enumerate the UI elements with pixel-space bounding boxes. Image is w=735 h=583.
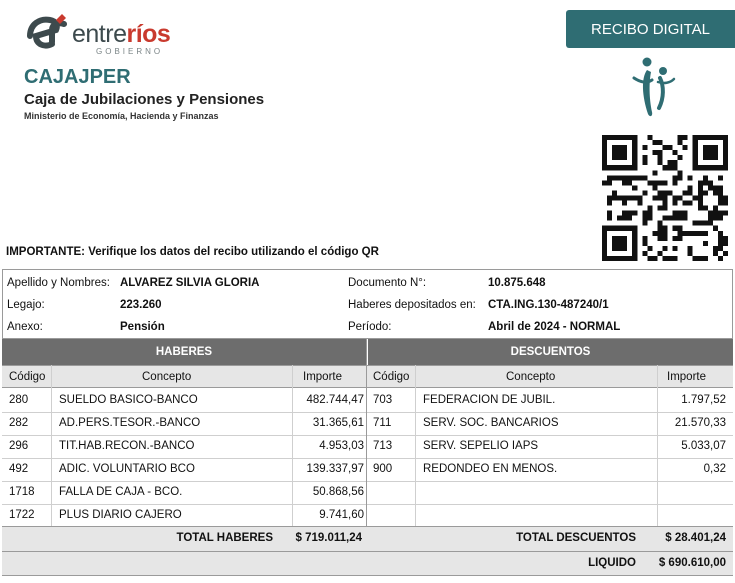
descuentos-importe: 21.570,33 (674, 417, 726, 429)
entrerios-logo (22, 12, 192, 58)
descuentos-header: DESCUENTOS (368, 339, 733, 365)
haberes-importe: 139.337,97 (306, 463, 364, 475)
descuentos-codigo: 703 (373, 394, 393, 406)
qr-code-icon[interactable] (602, 135, 728, 261)
documento-value: 10.875.648 (488, 277, 546, 289)
haberes-codigo: 296 (9, 440, 29, 452)
haberes-codigo: 1718 (9, 486, 35, 498)
org-short-name: CAJAJPER (24, 66, 131, 88)
haberes-depositados-value: CTA.ING.130-487240/1 (488, 299, 609, 311)
logo-wordmark: entreríos (72, 20, 171, 48)
haberes-importe: 50.868,56 (312, 486, 364, 498)
ministry-name: Ministerio de Economía, Hacienda y Finanzas (24, 111, 219, 121)
qr-verification-notice: IMPORTANTE: Verifique los datos del recibo utilizando el código QR (6, 246, 379, 258)
haberes-importe: 31.365,61 (312, 417, 364, 429)
descuentos-codigo: 900 (373, 463, 393, 475)
haberes-codigo: 280 (9, 394, 29, 406)
haberes-header: HABERES (2, 339, 366, 365)
liquido-value: $ 690.610,00 (658, 557, 726, 569)
descuentos-concepto: SERV. SOC. BANCARIOS (423, 417, 559, 429)
anexo-label: Anexo: (7, 321, 43, 333)
descuentos-codigo: 713 (373, 440, 393, 452)
liquido-label: LIQUIDO (588, 557, 636, 569)
totals-row (2, 526, 733, 551)
column-divider (657, 365, 658, 526)
total-haberes-label: TOTAL HABERES (176, 532, 273, 544)
haberes-concepto: PLUS DIARIO CAJERO (59, 509, 182, 521)
descuentos-importe: 5.033,07 (681, 440, 726, 452)
apellido-value: ALVAREZ SILVIA GLORIA (120, 277, 260, 289)
haberes-col-codigo: Código (9, 371, 46, 383)
column-divider (415, 365, 416, 526)
haberes-importe: 4.953,03 (319, 440, 364, 452)
haberes-concepto: FALLA DE CAJA - BCO. (59, 486, 183, 498)
anexo-value: Pensión (120, 321, 165, 333)
descuentos-importe: 1.797,52 (681, 394, 726, 406)
periodo-label: Período: (348, 321, 392, 333)
er-logo-icon (22, 12, 72, 58)
column-divider (51, 365, 52, 526)
haberes-col-importe: Importe (303, 371, 342, 383)
descuentos-concepto: FEDERACION DE JUBIL. (423, 394, 556, 406)
legajo-label: Legajo: (7, 299, 45, 311)
recibo-digital-badge: RECIBO DIGITAL (566, 10, 735, 48)
haberes-importe: 9.741,60 (319, 509, 364, 521)
haberes-concepto: TIT.HAB.RECON.-BANCO (59, 440, 195, 452)
org-full-name: Caja de Jubilaciones y Pensiones (24, 91, 265, 108)
documento-label: Documento N°: (348, 277, 427, 289)
haberes-concepto: SUELDO BASICO-BANCO (59, 394, 198, 406)
haberes-concepto: AD.PERS.TESOR.-BANCO (59, 417, 201, 429)
column-headers (2, 365, 733, 388)
descuentos-importe: 0,32 (703, 463, 726, 475)
logo-subtitle: GOBIERNO (96, 47, 164, 56)
descuentos-col-concepto: Concepto (506, 371, 556, 383)
haberes-codigo: 1722 (9, 509, 35, 521)
column-divider (366, 339, 367, 526)
beneficiary-info (2, 269, 733, 339)
haberes-codigo: 282 (9, 417, 29, 429)
receipt-table (2, 339, 733, 579)
total-descuentos-value: $ 28.401,24 (665, 532, 726, 544)
descuentos-col-codigo: Código (373, 371, 410, 383)
haberes-col-concepto: Concepto (142, 371, 192, 383)
haberes-depositados-label: Haberes depositados en: (348, 299, 476, 311)
haberes-codigo: 492 (9, 463, 29, 475)
haberes-concepto: ADIC. VOLUNTARIO BCO (59, 463, 195, 475)
haberes-importe: 482.744,47 (306, 394, 364, 406)
legajo-value: 223.260 (120, 299, 162, 311)
caja-figures-icon (630, 56, 678, 120)
descuentos-codigo: 711 (373, 417, 392, 429)
column-divider (292, 365, 293, 526)
apellido-label: Apellido y Nombres: (7, 277, 110, 289)
periodo-value: Abril de 2024 - NORMAL (488, 321, 621, 333)
total-haberes-value: $ 719.011,24 (295, 532, 362, 544)
liquido-row (2, 551, 733, 576)
descuentos-col-importe: Importe (667, 371, 706, 383)
total-descuentos-label: TOTAL DESCUENTOS (516, 532, 636, 544)
descuentos-concepto: SERV. SEPELIO IAPS (423, 440, 539, 452)
descuentos-concepto: REDONDEO EN MENOS. (423, 463, 558, 475)
